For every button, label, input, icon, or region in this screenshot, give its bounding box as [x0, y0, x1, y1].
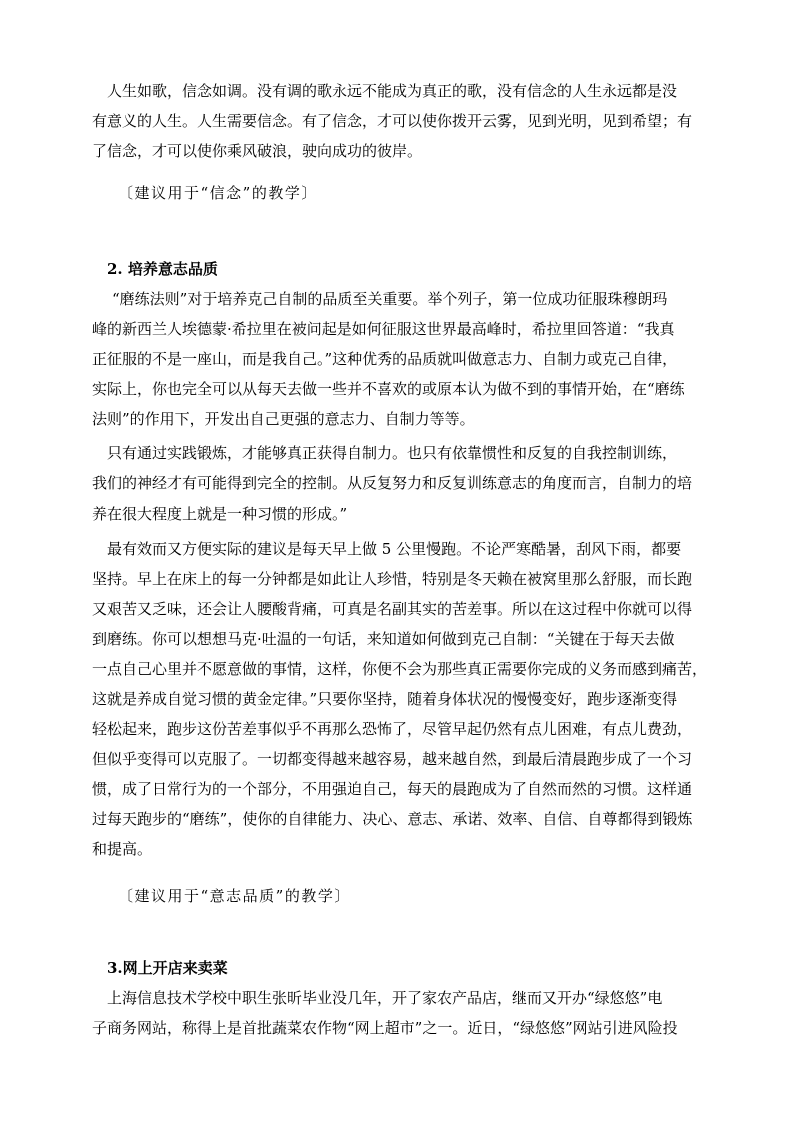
section-heading: 3.网上开店来卖菜	[107, 959, 228, 977]
paragraph-line: 人生如歌，信念如调。没有调的歌永远不能成为真正的歌，没有信念的人生永远都是没	[107, 82, 678, 100]
paragraph-line: 又艰苦又乏味，还会让人腰酸背痛，可真是名副其实的苦差事。所以在这过程中你就可以得	[92, 600, 693, 618]
paragraph-line: 有意义的人生。人生需要信念。有了信念，才可以使你拨开云雾，见到光明，见到希望；有	[92, 112, 693, 130]
teaching-note: 〔建议用于“意志品质”的教学〕	[118, 887, 351, 905]
paragraph-line: 到磨练。你可以想想马克·吐温的一句话，来知道如何做到克己自制：“关键在于每天去做	[92, 630, 675, 648]
paragraph-line: 轻松起来，跑步这份苦差事似乎不再那么恐怖了，尽管早起仍然有点儿困难，有点儿费劲，	[92, 720, 693, 738]
paragraph-line: 实际上，你也完全可以从每天去做一些并不喜欢的或原本认为做不到的事情开始，在“磨练	[92, 380, 685, 398]
paragraph-line: 养在很大程度上就是一种习惯的形成。”	[92, 505, 348, 523]
paragraph-line: 峰的新西兰人埃德蒙·希拉里在被问起是如何征服这世界最高峰时，希拉里回答道：“我真	[92, 320, 675, 338]
paragraph-line: “磨练法则”对于培养克己自制的品质至关重要。举个列子，第一位成功征服珠穆朗玛	[112, 290, 668, 308]
paragraph-line: 正征服的不是一座山，而是我自己。”这种优秀的品质就叫做意志力、自制力或克己自律，	[92, 350, 678, 368]
paragraph-line: 上海信息技术学校中职生张昕毕业没几年，开了家农产品店，继而又开办“绿悠悠”电	[107, 989, 663, 1007]
paragraph-line: 只有通过实践锻炼，才能够真正获得自制力。也只有依靠惯性和反复的自我控制训练，	[107, 444, 678, 462]
paragraph-line: 和提高。	[92, 840, 153, 858]
paragraph-line: 法则”的作用下，开发出自己更强的意志力、自制力等等。	[92, 410, 475, 428]
paragraph-line: 过每天跑步的“磨练”，使你的自律能力、决心、意志、承诺、效率、自信、自尊都得到锻炼	[92, 810, 693, 828]
paragraph-line: 一点自己心里并不愿意做的事情，这样，你便不会为那些真正需要你完成的义务而感到痛苦，	[92, 660, 708, 678]
paragraph-line: 坚持。早上在床上的每一分钟都是如此让人珍惜，特别是冬天赖在被窝里那么舒服，而长跑	[92, 570, 693, 588]
paragraph-line: 惯，成了日常行为的一个部分，不用强迫自己，每天的晨跑成为了自然而然的习惯。这样通	[92, 780, 693, 798]
paragraph-line: 但似乎变得可以克服了。一切都变得越来越容易，越来越自然，到最后清晨跑步成了一个习	[92, 750, 693, 768]
paragraph-line: 子商务网站，称得上是首批蔬菜农作物“网上超市”之一。近日，“绿悠悠”网站引进风险投	[92, 1019, 678, 1037]
paragraph-line: 这就是养成自觉习惯的黄金定律。”只要你坚持，随着身体状况的慢慢变好，跑步逐渐变得	[92, 690, 678, 708]
paragraph-line: 了信念，才可以使你乘风破浪，驶向成功的彼岸。	[92, 142, 423, 160]
section-heading: 2. 培养意志品质	[107, 260, 218, 278]
paragraph-line: 最有效而又方便实际的建议是每天早上做 5 公里慢跑。不论严寒酷暑，刮风下雨，都要	[107, 540, 682, 558]
teaching-note: 〔建议用于“信念”的教学〕	[118, 184, 318, 202]
paragraph-line: 我们的神经才有可能得到完全的控制。从反复努力和反复训练意志的角度而言，自制力的培	[92, 474, 693, 492]
